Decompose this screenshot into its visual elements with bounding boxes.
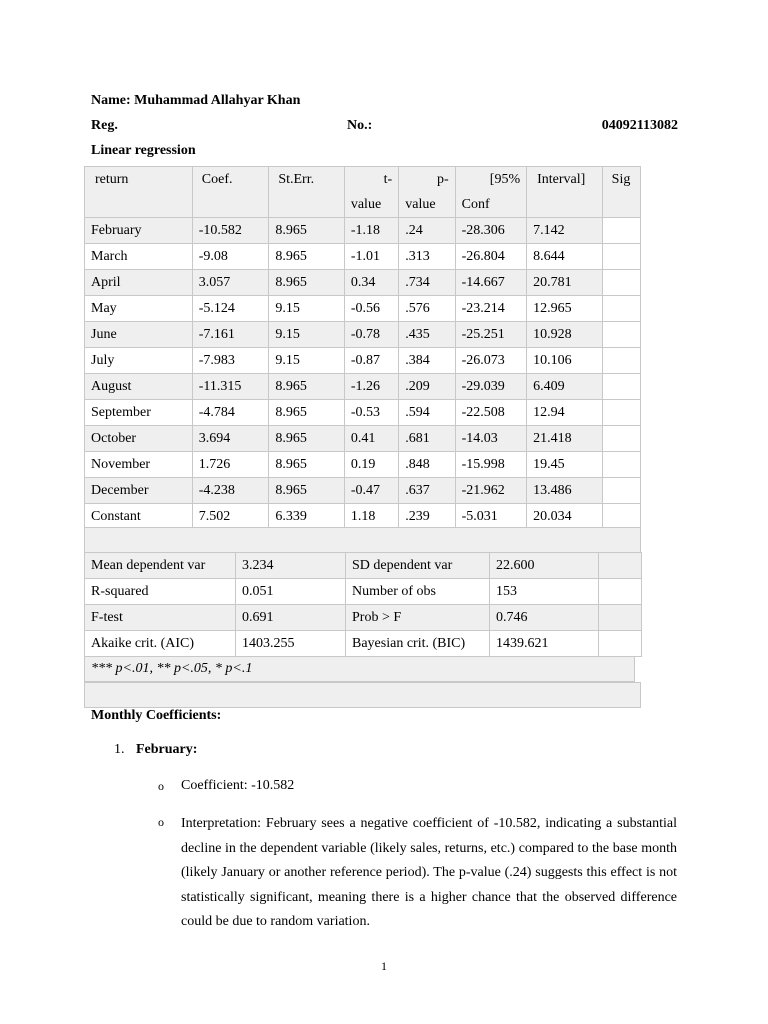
stats-row bbox=[85, 579, 642, 605]
t-cell: -1.26 bbox=[344, 374, 398, 400]
ci-low-cell: -22.508 bbox=[455, 400, 527, 426]
se-cell: 8.965 bbox=[269, 426, 345, 452]
header-p: p- value bbox=[399, 167, 455, 218]
ci-low-cell: -25.251 bbox=[455, 322, 527, 348]
se-cell: 8.965 bbox=[269, 400, 345, 426]
interpretation-paragraph: Interpretation: February sees a negative coefficient of -10.582, indicating a substantial decline in the dependent variable (likely sales, returns, etc.) compared to the base month (likely January or another reference period). The p-value (.24) suggests this effect is not statistically significant, meaning there is a higher chance that the observed difference could be due to random variation. bbox=[181, 816, 677, 929]
reg-label: Reg. bbox=[91, 118, 118, 133]
stats-row bbox=[85, 605, 642, 631]
table-row bbox=[85, 504, 641, 530]
ci-low-cell: -26.804 bbox=[455, 244, 527, 270]
section-title: Linear regression bbox=[91, 143, 196, 158]
ci-high-cell: 8.644 bbox=[527, 244, 603, 270]
stat-label: Akaike crit. (AIC) bbox=[85, 631, 236, 657]
ci-low-cell: -15.998 bbox=[455, 452, 527, 478]
sig-cell bbox=[602, 348, 640, 374]
ci-high-cell: 7.142 bbox=[527, 218, 603, 244]
p-cell: .734 bbox=[399, 270, 455, 296]
stat-label: Number of obs bbox=[346, 579, 490, 605]
ci-high-cell: 20.034 bbox=[527, 504, 603, 530]
table-row bbox=[85, 452, 641, 478]
stat-label: Bayesian crit. (BIC) bbox=[346, 631, 490, 657]
row-label: June bbox=[85, 322, 193, 348]
t-cell: -0.53 bbox=[344, 400, 398, 426]
ci-high-cell: 10.106 bbox=[527, 348, 603, 374]
table-row bbox=[85, 478, 641, 504]
se-cell: 8.965 bbox=[269, 478, 345, 504]
stat-value: 0.051 bbox=[236, 579, 346, 605]
p-cell: .848 bbox=[399, 452, 455, 478]
ci-low-cell: -14.667 bbox=[455, 270, 527, 296]
t-cell: -0.56 bbox=[344, 296, 398, 322]
stats-empty-cell bbox=[599, 553, 642, 579]
table-row bbox=[85, 400, 641, 426]
row-label: August bbox=[85, 374, 193, 400]
coef-cell: 1.726 bbox=[192, 452, 269, 478]
regression-table bbox=[84, 166, 641, 530]
coef-cell: -10.582 bbox=[192, 218, 269, 244]
header-t: t- value bbox=[344, 167, 398, 218]
p-cell: .313 bbox=[399, 244, 455, 270]
se-cell: 9.15 bbox=[269, 296, 345, 322]
row-label: April bbox=[85, 270, 193, 296]
ci-low-cell: -14.03 bbox=[455, 426, 527, 452]
table-row bbox=[85, 244, 641, 270]
table-end-row bbox=[84, 682, 641, 708]
ci-low-cell: -23.214 bbox=[455, 296, 527, 322]
ci-high-cell: 10.928 bbox=[527, 322, 603, 348]
sig-cell bbox=[602, 244, 640, 270]
ci-low-cell: -29.039 bbox=[455, 374, 527, 400]
table-row bbox=[85, 296, 641, 322]
row-label: November bbox=[85, 452, 193, 478]
coef-cell: -11.315 bbox=[192, 374, 269, 400]
stat-value: 1439.621 bbox=[490, 631, 599, 657]
table-row bbox=[85, 426, 641, 452]
bullet-icon: o bbox=[158, 815, 164, 829]
se-cell: 8.965 bbox=[269, 270, 345, 296]
sig-cell bbox=[602, 478, 640, 504]
sig-cell bbox=[602, 504, 640, 530]
coef-cell: 7.502 bbox=[192, 504, 269, 530]
row-label: February bbox=[85, 218, 193, 244]
coef-cell: -5.124 bbox=[192, 296, 269, 322]
stat-value: 153 bbox=[490, 579, 599, 605]
table-row bbox=[85, 322, 641, 348]
sig-cell bbox=[602, 452, 640, 478]
p-cell: .435 bbox=[399, 322, 455, 348]
stat-label: Mean dependent var bbox=[85, 553, 236, 579]
coef-cell: -4.238 bbox=[192, 478, 269, 504]
stat-value: 22.600 bbox=[490, 553, 599, 579]
t-cell: -0.78 bbox=[344, 322, 398, 348]
table-row bbox=[85, 348, 641, 374]
stat-value: 0.691 bbox=[236, 605, 346, 631]
stat-label: SD dependent var bbox=[346, 553, 490, 579]
se-cell: 8.965 bbox=[269, 218, 345, 244]
header-coef: Coef. bbox=[192, 167, 269, 218]
header-conf: [95% Conf bbox=[455, 167, 527, 218]
p-cell: .384 bbox=[399, 348, 455, 374]
sig-cell bbox=[602, 426, 640, 452]
table-row bbox=[85, 270, 641, 296]
stats-empty-cell bbox=[599, 631, 642, 657]
row-label: March bbox=[85, 244, 193, 270]
t-cell: 0.34 bbox=[344, 270, 398, 296]
t-cell: 0.19 bbox=[344, 452, 398, 478]
ci-low-cell: -26.073 bbox=[455, 348, 527, 374]
header-interval: Interval] bbox=[527, 167, 603, 218]
stats-empty-cell bbox=[599, 579, 642, 605]
table-header-row bbox=[85, 167, 641, 218]
reg-no-label: No.: bbox=[347, 118, 373, 133]
t-cell: -1.01 bbox=[344, 244, 398, 270]
student-name: Name: Muhammad Allahyar Khan bbox=[91, 93, 301, 108]
se-cell: 8.965 bbox=[269, 374, 345, 400]
row-label: September bbox=[85, 400, 193, 426]
ci-low-cell: -5.031 bbox=[455, 504, 527, 530]
coef-cell: -9.08 bbox=[192, 244, 269, 270]
ci-high-cell: 6.409 bbox=[527, 374, 603, 400]
bullet-icon: o bbox=[158, 779, 164, 793]
table-spacer-row bbox=[84, 527, 641, 553]
ci-high-cell: 20.781 bbox=[527, 270, 603, 296]
coef-cell: -7.161 bbox=[192, 322, 269, 348]
p-cell: .681 bbox=[399, 426, 455, 452]
t-cell: -0.87 bbox=[344, 348, 398, 374]
stat-value: 3.234 bbox=[236, 553, 346, 579]
coefficient-line: Coefficient: -10.582 bbox=[181, 778, 295, 793]
sig-cell bbox=[602, 296, 640, 322]
stat-label: F-test bbox=[85, 605, 236, 631]
model-stats-table bbox=[84, 552, 642, 657]
table-row bbox=[85, 218, 641, 244]
significance-note: *** p<.01, ** p<.05, * p<.1 bbox=[84, 656, 635, 682]
p-cell: .24 bbox=[399, 218, 455, 244]
stat-value: 1403.255 bbox=[236, 631, 346, 657]
coef-cell: 3.057 bbox=[192, 270, 269, 296]
coef-cell: -7.983 bbox=[192, 348, 269, 374]
ci-low-cell: -28.306 bbox=[455, 218, 527, 244]
stat-value: 0.746 bbox=[490, 605, 599, 631]
table-row bbox=[85, 374, 641, 400]
header-sig: Sig bbox=[602, 167, 640, 218]
row-label: Constant bbox=[85, 504, 193, 530]
t-cell: -1.18 bbox=[344, 218, 398, 244]
se-cell: 8.965 bbox=[269, 244, 345, 270]
stats-empty-cell bbox=[599, 605, 642, 631]
row-label: October bbox=[85, 426, 193, 452]
se-cell: 9.15 bbox=[269, 322, 345, 348]
se-cell: 6.339 bbox=[269, 504, 345, 530]
ci-high-cell: 21.418 bbox=[527, 426, 603, 452]
coef-cell: -4.784 bbox=[192, 400, 269, 426]
sig-cell bbox=[602, 270, 640, 296]
header-se: St.Err. bbox=[269, 167, 345, 218]
reg-number: 04092113082 bbox=[601, 118, 678, 133]
p-cell: .239 bbox=[399, 504, 455, 530]
monthly-title: Monthly Coefficients: bbox=[91, 708, 222, 723]
sig-cell bbox=[602, 322, 640, 348]
coef-cell: 3.694 bbox=[192, 426, 269, 452]
page-number: 1 bbox=[381, 959, 387, 973]
row-label: December bbox=[85, 478, 193, 504]
se-cell: 8.965 bbox=[269, 452, 345, 478]
stats-row bbox=[85, 631, 642, 657]
ci-high-cell: 12.965 bbox=[527, 296, 603, 322]
p-cell: .576 bbox=[399, 296, 455, 322]
p-cell: .594 bbox=[399, 400, 455, 426]
stats-row bbox=[85, 553, 642, 579]
t-cell: 1.18 bbox=[344, 504, 398, 530]
p-cell: .209 bbox=[399, 374, 455, 400]
row-label: July bbox=[85, 348, 193, 374]
ci-high-cell: 13.486 bbox=[527, 478, 603, 504]
sig-cell bbox=[602, 374, 640, 400]
ci-low-cell: -21.962 bbox=[455, 478, 527, 504]
stat-label: Prob > F bbox=[346, 605, 490, 631]
sig-cell bbox=[602, 400, 640, 426]
t-cell: -0.47 bbox=[344, 478, 398, 504]
ci-high-cell: 19.45 bbox=[527, 452, 603, 478]
p-cell: .637 bbox=[399, 478, 455, 504]
list-label-february: February: bbox=[136, 742, 198, 757]
t-cell: 0.41 bbox=[344, 426, 398, 452]
ci-high-cell: 12.94 bbox=[527, 400, 603, 426]
row-label: May bbox=[85, 296, 193, 322]
stat-label: R-squared bbox=[85, 579, 236, 605]
header-return: return bbox=[85, 167, 193, 218]
list-number: 1. bbox=[114, 742, 125, 757]
se-cell: 9.15 bbox=[269, 348, 345, 374]
sig-cell bbox=[602, 218, 640, 244]
